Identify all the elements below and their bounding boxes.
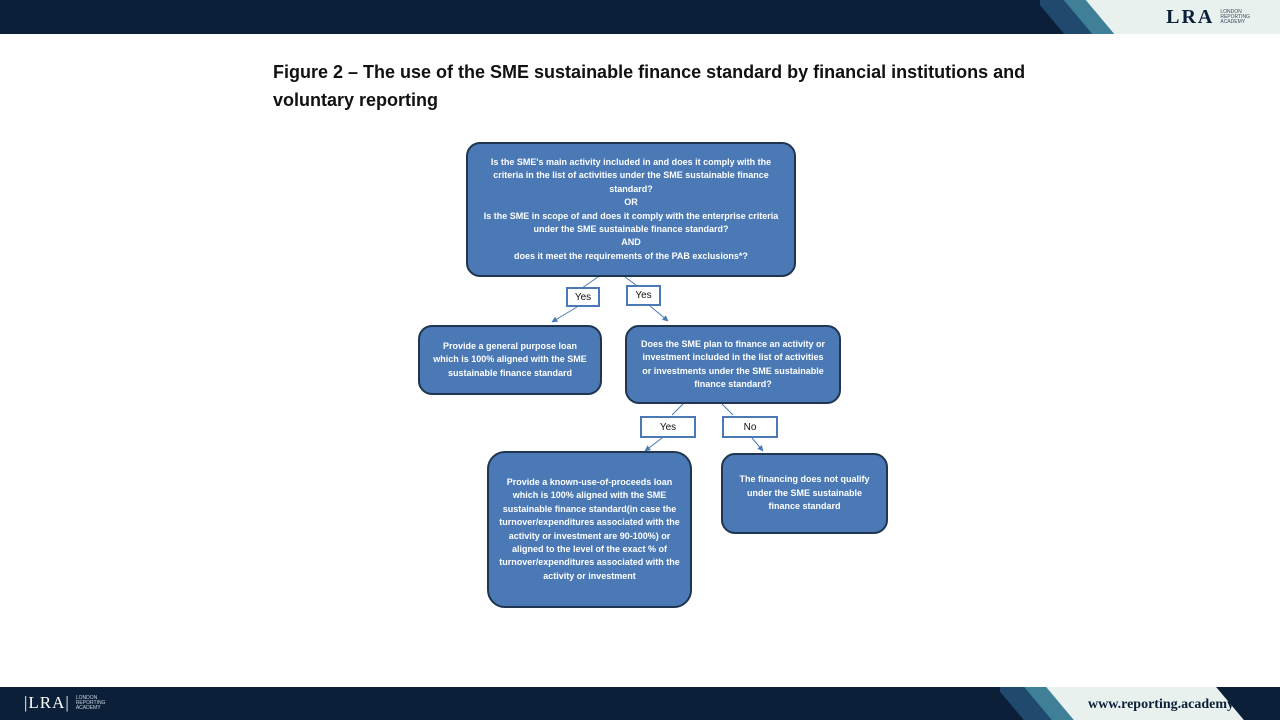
no-label-bottom: No xyxy=(722,416,778,438)
footer-logo-subtitle: LONDON REPORTING ACADEMY xyxy=(75,694,106,711)
header-logo-subtitle: LONDON REPORTING ACADEMY xyxy=(1220,9,1250,25)
footer-bar xyxy=(0,687,1280,720)
header-bar xyxy=(0,0,1280,34)
yes-label-bottom: Yes xyxy=(640,416,696,438)
yes-label-left: Yes xyxy=(566,287,600,307)
question-main-activity-node xyxy=(466,142,796,277)
website-link[interactable]: www.reporting.academy xyxy=(1088,697,1234,712)
header-logo xyxy=(1166,6,1250,29)
not-qualify-text: The financing does not qualify under the SME sustainable finance standard xyxy=(739,474,870,512)
yes-label-right: Yes xyxy=(626,285,661,306)
footer-logo-mark: |LRA| xyxy=(24,693,70,712)
known-use-loan-node xyxy=(487,451,692,608)
figure-title: Figure 2 – The use of the SME sustainable finance standard by financial institutions and voluntary reporting xyxy=(273,62,1026,110)
general-purpose-loan-text: Provide a general purpose loan which is 100% aligned with the SME sustainable finance standard xyxy=(433,340,587,378)
question-finance-activity-text: Does the SME plan to finance an activity or investment included in the list of activities or investments under the SME sustainable finance standard? xyxy=(640,338,826,389)
question-finance-activity-node xyxy=(625,325,841,404)
question-main-activity-text: Is the SME's main activity included in and does it comply with the criteria in the list of activities under the SME sustainable finance standard? OR Is the SME in scope of and does it comply with the enterprise criteria under the SME sustainable finance standard? AND does it meet the requirements of the PAB exclusions*? xyxy=(483,156,779,261)
known-use-loan-text: Provide a known-use-of-proceeds loan which is 100% aligned with the SME sustainable finance standard(in case the turnover/expenditures associated with the activity or investment are 90-100%) or aligned to the level of the exact % of turnover/expenditures associated with the activity or investment xyxy=(499,476,680,581)
header-logo-mark: LRA xyxy=(1166,6,1215,28)
general-purpose-loan-node xyxy=(418,325,602,395)
footer-logo xyxy=(24,693,105,713)
not-qualify-node xyxy=(721,453,888,534)
